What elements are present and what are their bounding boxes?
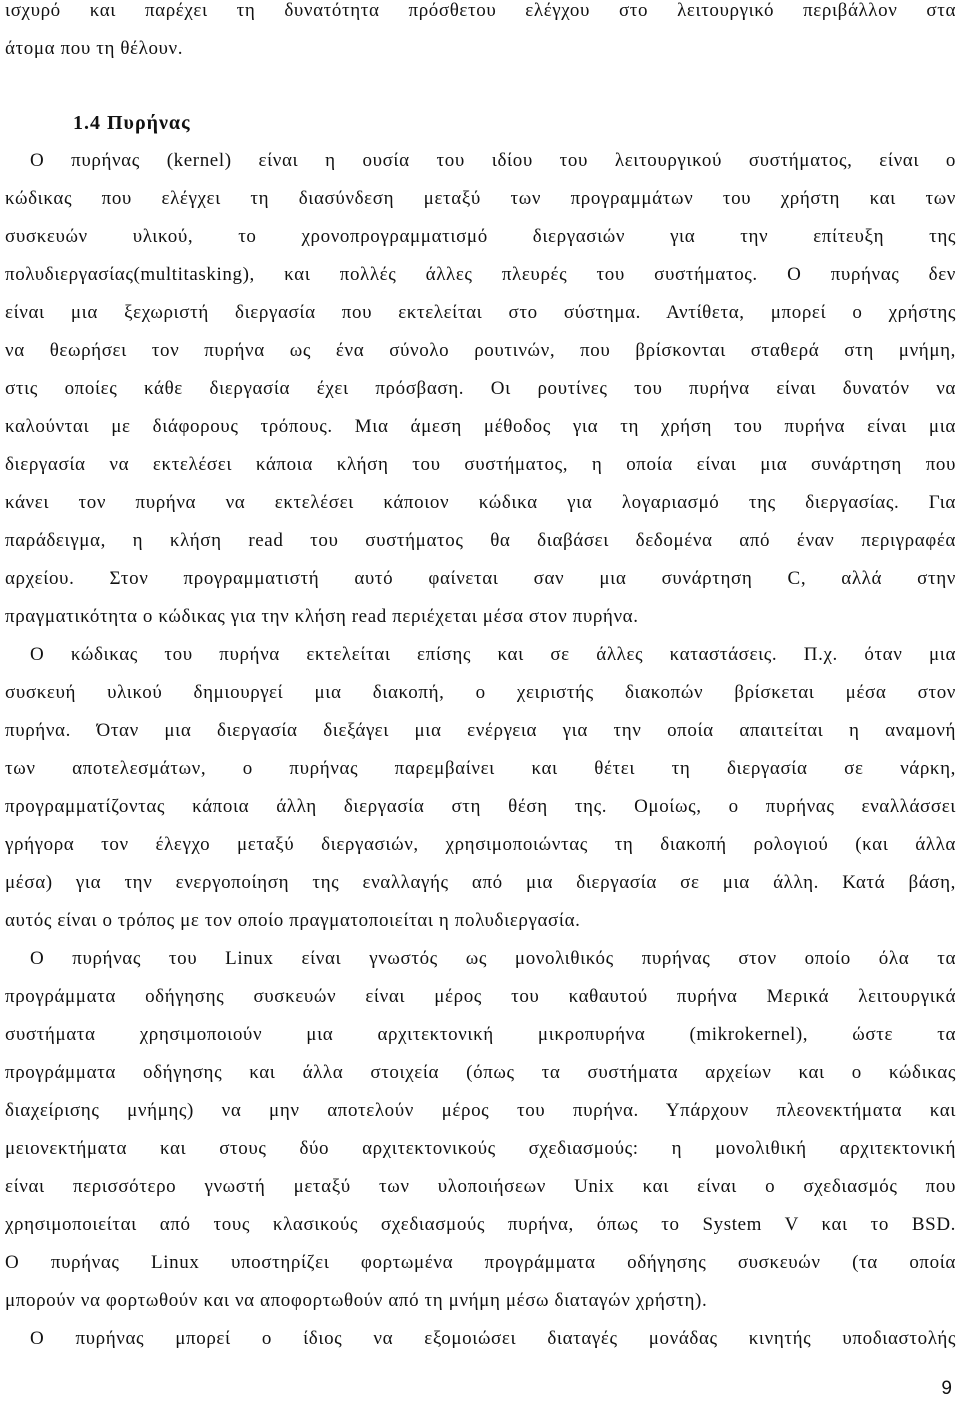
text-line: είναι περισσότερο γνωστή μεταξύ των υλοποιήσεων Unix και είναι ο σχεδιασμός που <box>5 1176 956 1197</box>
text-line: μέσα) για την ενεργοποίηση της εναλλαγής από μια διεργασία σε μια άλλη. Κατά βάση, <box>5 872 956 893</box>
text-line: συσκευών υλικού, το χρονοπρογραμματισμό διεργασιών για την επίτευξη της <box>5 226 956 247</box>
text-line: είναι μια ξεχωριστή διεργασία που εκτελείται στο σύστημα. Αντίθετα, μπορεί ο χρήστης <box>5 302 956 323</box>
text-line: προγραμματίζοντας κάποια άλλη διεργασία στη θέση της. Ομοίως, ο πυρήνας εναλλάσσει <box>5 796 956 817</box>
text-line: συσκευή υλικού δημιουργεί μια διακοπή, ο χειριστής διακοπών βρίσκεται μέσα στον <box>5 682 956 703</box>
text-line: πραγματικότητα ο κώδικας για την κλήση read περιέχεται μέσα στον πυρήνα. <box>5 606 639 627</box>
text-line: πυρήνα. Όταν μια διεργασία διεξάγει μια ενέργεια για την οποία απαιτείται η αναμονή <box>5 720 956 741</box>
section-heading: 1.4 Πυρήνας <box>73 112 191 134</box>
text-line: ισχυρό και παρέχει τη δυνατότητα πρόσθετου ελέγχου στο λειτουργικό περιβάλλον στα <box>5 0 956 21</box>
text-line: αρχείου. Στον προγραμματιστή αυτό φαίνεται σαν μια συνάρτηση C, αλλά στην <box>5 568 956 589</box>
text-line: διαχείρισης μνήμης) να μην αποτελούν μέρος του πυρήνα. Υπάρχουν πλεονεκτήματα και <box>5 1100 956 1121</box>
text-line: στις οποίες κάθε διεργασία έχει πρόσβαση. Οι ρουτίνες του πυρήνα είναι δυνατόν να <box>5 378 956 399</box>
text-line: χρησιμοποιείται από τους κλασικούς σχεδιασμούς πυρήνα, όπως το System V και το BSD. <box>5 1214 956 1235</box>
text-line: άτομα που τη θέλουν. <box>5 38 184 59</box>
text-line: μειονεκτήματα και στους δύο αρχιτεκτονικούς σχεδιασμούς: η μονολιθική αρχιτεκτονική <box>5 1138 956 1159</box>
text-line: Ο πυρήνας μπορεί ο ίδιος να εξομοιώσει διαταγές μονάδας κινητής υποδιαστολής <box>30 1328 956 1349</box>
text-line: Ο πυρήνας (kernel) είναι η ουσία του ιδίου του λειτουργικού συστήματος, είναι ο <box>30 150 956 171</box>
text-line: αυτός είναι ο τρόπος με τον οποίο πραγματοποιείται η πολυδιεργασία. <box>5 910 581 931</box>
text-line: κάνει τον πυρήνα να εκτελέσει κάποιον κώδικα για λογαριασμό της διεργασίας. Για <box>5 492 956 513</box>
text-line: προγράμματα οδήγησης και άλλα στοιχεία (όπως τα συστήματα αρχείων και ο κώδικας <box>5 1062 956 1083</box>
text-line: Ο πυρήνας Linux υποστηρίζει φορτωμένα προγράμματα οδήγησης συσκευών (τα οποία <box>5 1252 956 1273</box>
text-line: κώδικας που ελέγχει τη διασύνδεση μεταξύ των προγραμμάτων του χρήστη και των <box>5 188 956 209</box>
text-line: προγράμματα οδήγησης συσκευών είναι μέρος του καθαυτού πυρήνα Μερικά λειτουργικά <box>5 986 956 1007</box>
text-line: να θεωρήσει τον πυρήνα ως ένα σύνολο ρουτινών, που βρίσκονται σταθερά στη μνήμη, <box>5 340 956 361</box>
text-line: συστήματα χρησιμοποιούν μια αρχιτεκτονική μικροπυρήνα (mikrokernel), ώστε τα <box>5 1024 956 1045</box>
text-line: μπορούν να φορτωθούν και να αποφορτωθούν από τη μνήμη μέσω διαταγών χρήστη). <box>5 1290 708 1311</box>
text-line: γρήγορα τον έλεγχο μεταξύ διεργασιών, χρησιμοποιώντας τη διακοπή ρολογιού (και άλλα <box>5 834 956 855</box>
text-line: διεργασία να εκτελέσει κάποια κλήση του συστήματος, η οποία είναι μια συνάρτηση που <box>5 454 956 475</box>
text-line: των αποτελεσμάτων, ο πυρήνας παρεμβαίνει και θέτει τη διεργασία σε νάρκη, <box>5 758 956 779</box>
page-number: 9 <box>941 1378 952 1399</box>
text-line: Ο πυρήνας του Linux είναι γνωστός ως μονολιθικός πυρήνας στον οποίο όλα τα <box>30 948 956 969</box>
text-line: πολυδιεργασίας(multitasking), και πολλές άλλες πλευρές του συστήματος. Ο πυρήνας δεν <box>5 264 956 285</box>
text-line: καλούνται με διάφορους τρόπους. Μια άμεση μέθοδος για τη χρήση του πυρήνα είναι μια <box>5 416 956 437</box>
text-line: παράδειγμα, η κλήση read του συστήματος θα διαβάσει δεδομένα από έναν περιγραφέα <box>5 530 956 551</box>
text-line: Ο κώδικας του πυρήνα εκτελείται επίσης και σε άλλες καταστάσεις. Π.χ. όταν μια <box>30 644 956 665</box>
